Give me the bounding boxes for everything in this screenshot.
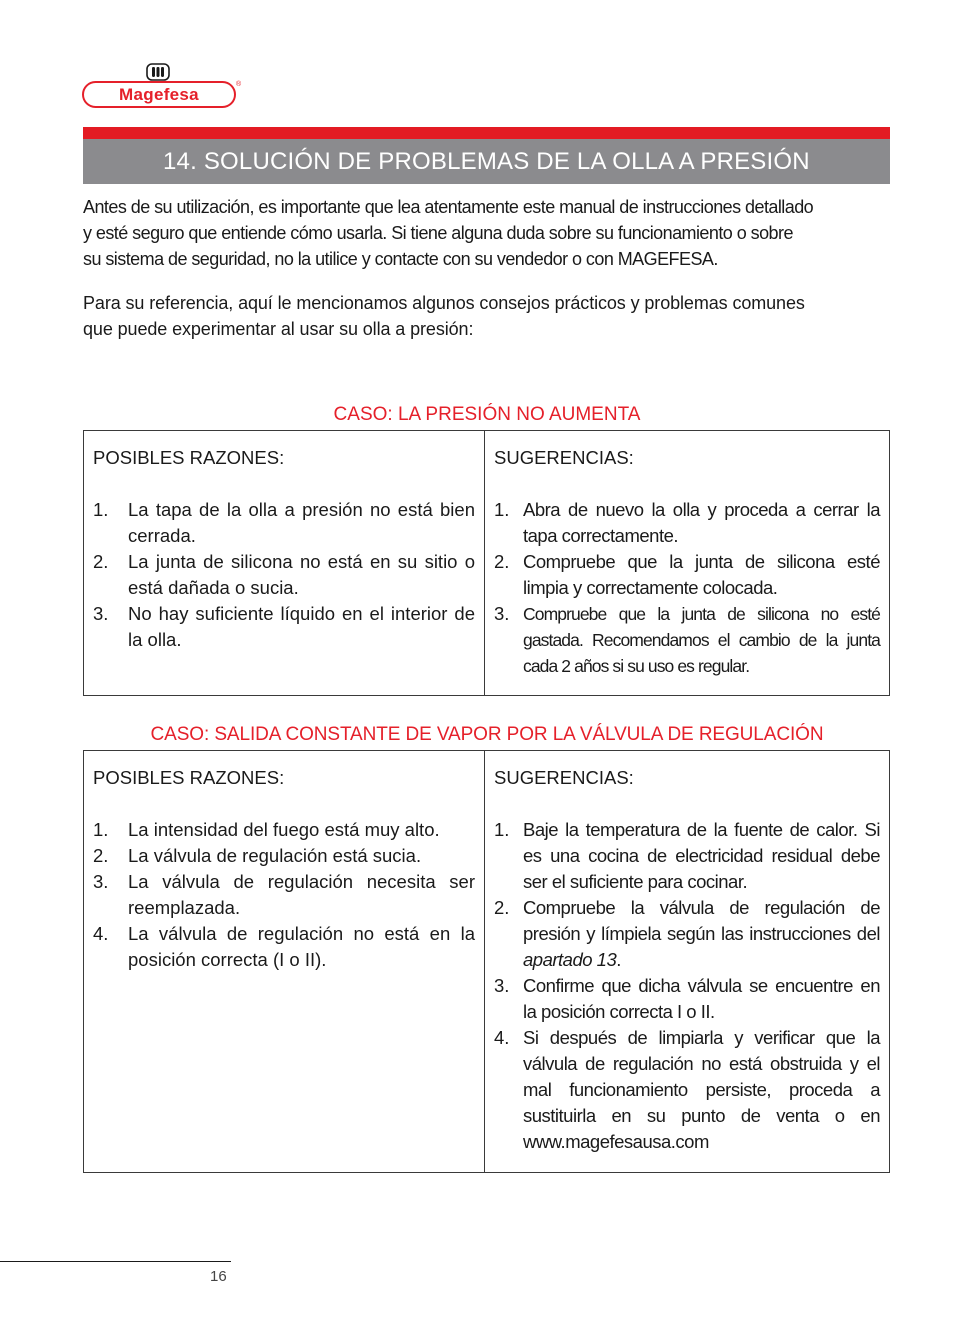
suggestions-list: [494, 817, 880, 1155]
item-number: 1.: [494, 819, 510, 840]
intro-paragraph-2: [83, 290, 891, 342]
item-text: Compruebe que la junta de silicona no esté gastada. Recomendamos el cambio de la junta cada 2 años si su uso es regular.: [523, 604, 880, 676]
list-item: [93, 549, 475, 601]
list-item: [93, 869, 475, 921]
list-item: [93, 843, 475, 869]
case-1-suggestions-column: [485, 431, 889, 695]
case-2-table: [83, 750, 890, 1173]
list-item: [494, 497, 880, 549]
list-item: [494, 1025, 880, 1155]
item-text: La válvula de regulación está sucia.: [128, 845, 422, 866]
intro-paragraph-1: [83, 194, 891, 272]
item-text: Compruebe que la junta de silicona esté limpia y correctamente colocada.: [523, 551, 880, 598]
intro-line: y esté seguro que entiende cómo usarla. Si tiene alguna duda sobre su funcionamiento o sobre: [83, 223, 793, 243]
item-number: 2.: [494, 897, 510, 918]
suggestions-heading: SUGERENCIAS:: [494, 767, 634, 788]
reasons-list: [93, 497, 475, 653]
list-item: [494, 817, 880, 895]
item-text: Abra de nuevo la olla y proceda a cerrar la tapa correctamente.: [523, 499, 880, 546]
list-item: [93, 817, 475, 843]
title-accent-bar: [83, 127, 890, 139]
item-text: [523, 895, 880, 973]
item-text: La intensidad del fuego está muy alto.: [128, 819, 440, 840]
item-text: La válvula de regulación no está en la posición correcta (I o II).: [128, 923, 475, 970]
footer-rule: [0, 1261, 231, 1262]
section-title-bar: [83, 127, 890, 184]
list-item: [494, 549, 880, 601]
item-number: 2.: [93, 845, 109, 866]
intro-line: su sistema de seguridad, no la utilice y contacte con su vendedor o con MAGEFESA.: [83, 249, 718, 269]
reasons-heading: POSIBLES RAZONES:: [93, 447, 285, 468]
intro-line: Para su referencia, aquí le mencionamos algunos consejos prácticos y problemas comunes: [83, 293, 805, 313]
item-text-main: Compruebe la válvula de regulación de presión y límpiela según las instrucciones del: [523, 897, 880, 944]
item-number: 2.: [494, 551, 510, 572]
item-number: 1.: [93, 499, 109, 520]
item-number: 1.: [494, 499, 510, 520]
brand-name: Magefesa: [82, 81, 236, 108]
list-item: [93, 601, 475, 653]
list-item: [494, 973, 880, 1025]
item-text: No hay suficiente líquido en el interior de la olla.: [128, 603, 475, 650]
item-number: 3.: [93, 871, 109, 892]
list-item: [494, 601, 880, 679]
item-text: Confirme que dicha válvula se encuentre en la posición correcta I o II.: [523, 975, 880, 1022]
item-number: 4.: [93, 923, 109, 944]
case-2-suggestions-column: [485, 751, 889, 1172]
case-1-title: CASO: LA PRESIÓN NO AUMENTA: [333, 404, 641, 425]
reasons-list: [93, 817, 475, 973]
item-text: La válvula de regulación necesita ser reemplazada.: [128, 871, 475, 918]
suggestions-list: [494, 497, 880, 679]
case-2-reasons-column: [84, 751, 485, 1172]
item-text: Baje la temperatura de la fuente de calor. Si es una cocina de electricidad residual debe ser el suficiente para cocinar.: [523, 819, 880, 892]
case-2-title: CASO: SALIDA CONSTANTE DE VAPOR POR LA VÁLVULA DE REGULACIÓN: [150, 724, 824, 745]
case-1-table: [83, 430, 890, 696]
page-number: 16: [210, 1268, 227, 1285]
item-number: 4.: [494, 1027, 510, 1048]
case-1-reasons-column: [84, 431, 485, 695]
registered-mark: ®: [236, 81, 242, 88]
item-number: 1.: [93, 819, 109, 840]
magefesa-logo: [82, 63, 242, 111]
list-item: [93, 921, 475, 973]
reasons-heading: POSIBLES RAZONES:: [93, 767, 285, 788]
item-text-end: .: [616, 949, 621, 970]
section-reference: apartado 13: [523, 949, 617, 970]
item-text: La tapa de la olla a presión no está bien cerrada.: [128, 499, 475, 546]
item-number: 3.: [494, 603, 510, 624]
item-number: 2.: [93, 551, 109, 572]
item-number: 3.: [93, 603, 109, 624]
item-text: Si después de limpiarla y verificar que la válvula de regulación no está obstruida y el mal funcionamiento persiste, proceda a sustituirla en su punto de venta o en www.magefesausa.com: [523, 1027, 880, 1152]
list-item: [494, 895, 880, 973]
item-number: 3.: [494, 975, 510, 996]
list-item: [93, 497, 475, 549]
item-text: La junta de silicona no está en su sitio o está dañada o sucia.: [128, 551, 475, 598]
intro-line: que puede experimentar al usar su olla a presión:: [83, 319, 474, 339]
intro-line: Antes de su utilización, es importante que lea atentamente este manual de instrucciones detallado: [83, 197, 814, 217]
suggestions-heading: SUGERENCIAS:: [494, 447, 634, 468]
section-title: 14. SOLUCIÓN DE PROBLEMAS DE LA OLLA A PRESIÓN: [83, 139, 890, 184]
three-bars-emblem-icon: [146, 63, 170, 81]
